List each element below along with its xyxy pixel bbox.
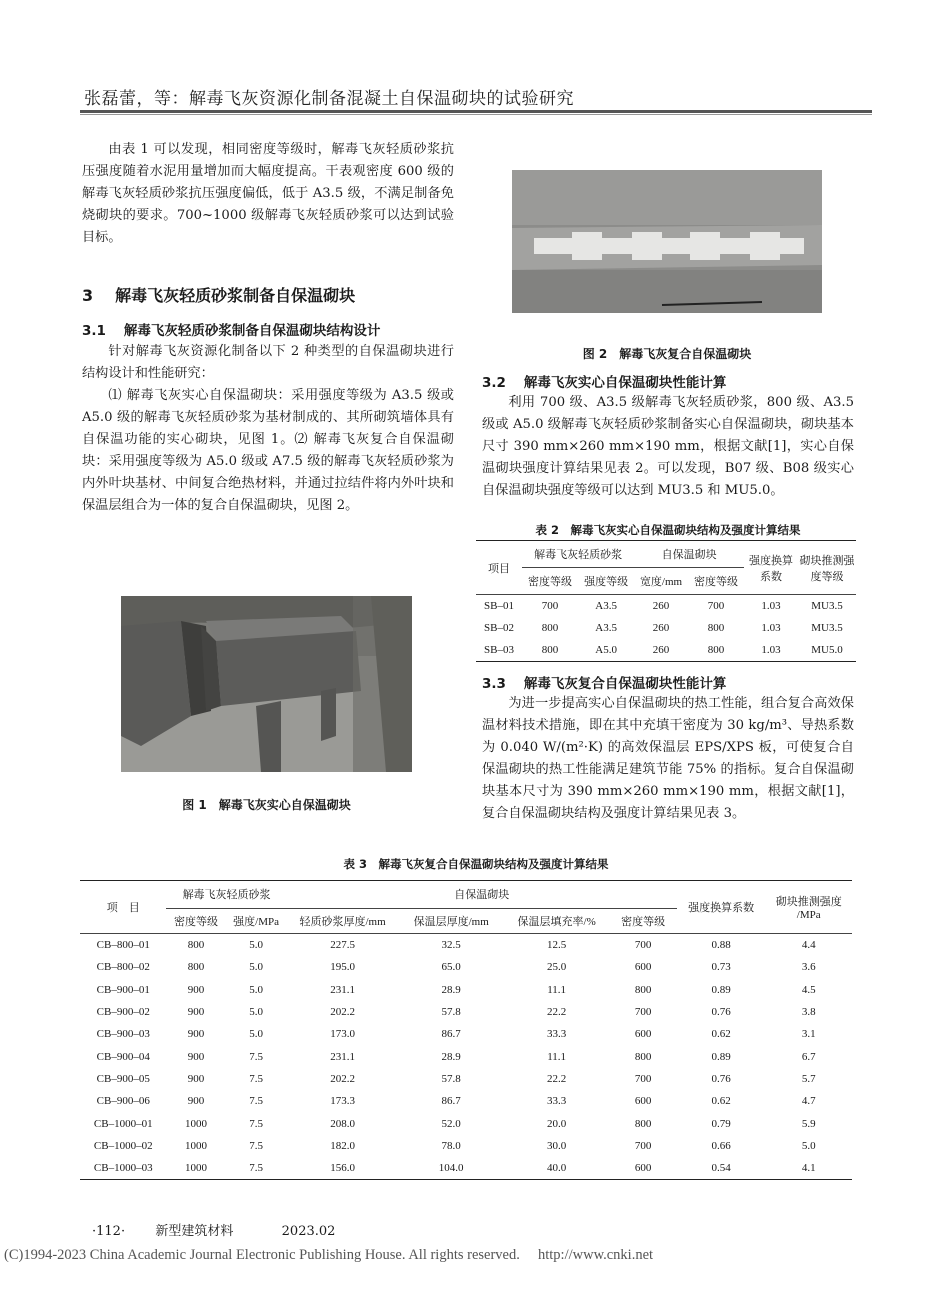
table-3-cell: 700 — [634, 1139, 652, 1152]
table-2-sub-header: 强度等级 — [578, 568, 634, 595]
table-3-row — [80, 1135, 852, 1157]
table-2-cell: 1.03 — [761, 600, 781, 612]
table-3-cell: 33.3 — [547, 1028, 567, 1041]
table-2-cell: SB–03 — [484, 644, 514, 656]
table-2-cell: MU3.5 — [811, 600, 843, 612]
table-3-cell: 57.8 — [441, 1072, 461, 1085]
table-3-cell: 0.62 — [711, 1028, 731, 1041]
table-3-cell: 900 — [187, 1006, 205, 1019]
table-3-row — [80, 979, 852, 1001]
table-3-cell: 156.0 — [330, 1162, 355, 1175]
journal-name: 新型建筑材料 — [155, 1224, 234, 1239]
table-3-row — [80, 1090, 852, 1112]
table-3-cell: 3.6 — [801, 961, 816, 974]
table-3-cell: 5.0 — [801, 1139, 816, 1152]
table-3-cell: 22.2 — [547, 1006, 567, 1019]
table-3-cell: 32.5 — [441, 939, 461, 952]
table-2-header-grade: 砌块推测强度等级 — [798, 541, 856, 595]
table-3-cell: 202.2 — [330, 1072, 355, 1085]
table-3-cell: 1000 — [184, 1162, 207, 1175]
table-3-cell: 600 — [634, 1028, 652, 1041]
table-3-cell: 900 — [187, 1072, 205, 1085]
table-3-cell: 30.0 — [547, 1139, 567, 1152]
table-3-cell: 7.5 — [249, 1139, 263, 1152]
table-2-header-mortar: 解毒飞灰轻质砂浆 — [522, 541, 634, 568]
table-3-cell: CB–900–02 — [96, 1006, 150, 1019]
table-3-cell: 700 — [634, 1072, 652, 1085]
table-3-cell: 195.0 — [330, 961, 355, 974]
table-2-cell: A3.5 — [595, 600, 617, 612]
table-3-header-strength: 砌块推测强度 /MPa — [765, 881, 852, 934]
section-3-3-number: 3.3 — [482, 676, 506, 692]
table-3-cell: 0.66 — [711, 1139, 731, 1152]
table-3-cell: 600 — [634, 1095, 652, 1108]
table-3-cell: 0.54 — [711, 1162, 731, 1175]
table-3-row — [80, 1001, 852, 1023]
table-3-cell: 800 — [187, 939, 205, 952]
table-3-cell: 0.76 — [711, 1072, 731, 1085]
table-3-cell: 0.62 — [711, 1095, 731, 1108]
table-3-cell: 800 — [634, 1050, 652, 1063]
table-3-sub-header: 密度等级 — [609, 908, 676, 933]
table-2-cell: 800 — [541, 644, 559, 656]
table-3-caption: 表 3 解毒飞灰复合自保温砌块结构及强度计算结果 — [343, 857, 609, 871]
paragraph-1: 由表 1 可以发现，相同密度等级时，解毒飞灰轻质砂浆抗压强度随着水泥用量增加而大幅度提高。干表观密度 600 级的解毒飞灰轻质砂浆抗压强度偏低，低于 A3.5 级，不满足制备免烧砌块的要求。700~1000 级解毒飞灰轻质砂浆可以达到试验目标。 — [82, 142, 454, 245]
table-3-cell: 86.7 — [441, 1095, 461, 1108]
figure-1-caption: 图 1 解毒飞灰实心自保温砌块 — [182, 798, 351, 812]
section-3-title: 解毒飞灰轻质砂浆制备自保温砌块 — [115, 286, 356, 305]
table-3-cell: 800 — [634, 983, 652, 996]
page-footer — [92, 1220, 335, 1239]
table-3-cell: 4.4 — [801, 939, 816, 952]
paragraph-2: 针对解毒飞灰资源化制备以下 2 种类型的自保温砌块进行结构设计和性能研究： — [82, 344, 454, 381]
header-rule-thin — [80, 114, 872, 115]
table-3-row — [80, 1023, 852, 1045]
table-3-row — [80, 956, 852, 978]
table-2-row — [476, 639, 856, 662]
table-3-cell: 7.5 — [249, 1095, 263, 1108]
table-3-row — [80, 934, 852, 957]
section-3-1-heading — [82, 319, 380, 339]
table-2-cell: SB–02 — [484, 622, 514, 634]
right-body-2 — [482, 693, 854, 825]
solid-block-illustration — [121, 596, 412, 772]
table-3-cell: 0.73 — [711, 961, 731, 974]
table-3-cell: 208.0 — [330, 1117, 355, 1130]
table-3-cell: CB–1000–03 — [93, 1162, 153, 1175]
journal-issue: 2023.02 — [281, 1224, 336, 1239]
table-2-sub-header: 密度等级 — [522, 568, 578, 595]
table-2-cell: 1.03 — [761, 622, 781, 634]
section-3-3-heading — [482, 672, 726, 692]
section-3-2-heading — [482, 371, 726, 391]
table-3-cell: 173.3 — [330, 1095, 355, 1108]
table-3-cell: CB–1000–01 — [93, 1117, 153, 1130]
table-3-cell: 0.76 — [711, 1006, 731, 1019]
section-3-1-title: 解毒飞灰轻质砂浆制备自保温砌块结构设计 — [123, 323, 381, 339]
table-3 — [80, 880, 852, 1180]
table-3-cell: 173.0 — [330, 1028, 355, 1041]
header-rule — [80, 110, 872, 113]
table-3-row — [80, 1112, 852, 1134]
section-3-3-title: 解毒飞灰复合自保温砌块性能计算 — [523, 676, 727, 692]
table-3-cell: CB–1000–02 — [93, 1139, 153, 1152]
table-2-cell: 260 — [652, 644, 670, 656]
table-2-sub-header: 密度等级 — [688, 568, 744, 595]
table-3-cell: 20.0 — [547, 1117, 567, 1130]
table-2-row — [476, 617, 856, 639]
table-3-row — [80, 1045, 852, 1067]
table-2-cell: 1.03 — [761, 644, 781, 656]
table-3-cell: 0.89 — [711, 1050, 731, 1063]
table-3-row — [80, 1068, 852, 1090]
table-3-cell: 800 — [187, 961, 205, 974]
figure-2-photo — [512, 170, 822, 313]
section-3-2-title: 解毒飞灰实心自保温砌块性能计算 — [523, 375, 727, 391]
table-2 — [476, 540, 856, 662]
table-3-cell: 5.0 — [249, 1028, 263, 1041]
table-3-cell: 4.5 — [801, 983, 816, 996]
table-3-cell: 1000 — [184, 1117, 207, 1130]
table-3-cell: 700 — [634, 1006, 652, 1019]
table-3-cell: 5.0 — [249, 1006, 263, 1019]
table-3-cell: 800 — [634, 1117, 652, 1130]
table-3-cell: 227.5 — [330, 939, 355, 952]
figure-1-photo — [121, 596, 412, 772]
table-3-cell: 3.8 — [801, 1006, 816, 1019]
table-3-cell: CB–900–05 — [96, 1072, 150, 1085]
table-3-cell: CB–900–01 — [96, 983, 150, 996]
table-3-cell: 52.0 — [441, 1117, 461, 1130]
table-3-cell: 7.5 — [249, 1072, 263, 1085]
table-3-sub-header: 密度等级 — [166, 908, 225, 933]
table-3-cell: 900 — [187, 1028, 205, 1041]
table-3-cell: 600 — [634, 961, 652, 974]
table-2-cell: 700 — [541, 600, 559, 612]
table-3-cell: 11.1 — [547, 983, 567, 996]
table-3-cell: 33.3 — [547, 1095, 567, 1108]
table-3-cell: 25.0 — [547, 961, 567, 974]
table-3-cell: CB–800–01 — [96, 939, 150, 952]
table-3-header-item: 项 目 — [80, 881, 166, 934]
table-3-sub-header: 保温层填充率/% — [504, 908, 609, 933]
table-2-cell: SB–01 — [484, 600, 514, 612]
left-body — [82, 341, 454, 517]
table-3-cell: 231.1 — [330, 983, 355, 996]
table-3-cell: 22.2 — [547, 1072, 567, 1085]
table-2-header-factor: 强度换算系数 — [744, 541, 798, 595]
table-3-cell: 11.1 — [547, 1050, 567, 1063]
table-3-cell: 4.7 — [801, 1095, 816, 1108]
table-3-cell: 231.1 — [330, 1050, 355, 1063]
table-3-cell: 3.1 — [801, 1028, 816, 1041]
section-3-1-number: 3.1 — [82, 323, 106, 339]
table-3-cell: 5.9 — [801, 1117, 816, 1130]
table-3-cell: 7.5 — [249, 1117, 263, 1130]
table-3-cell: 0.79 — [711, 1117, 731, 1130]
table-3-cell: 5.0 — [249, 939, 263, 952]
table-2-cell: A3.5 — [595, 622, 617, 634]
running-header: 张磊蕾，等：解毒飞灰资源化制备混凝土自保温砌块的试验研究 — [84, 89, 574, 109]
table-3-cell: 202.2 — [330, 1006, 355, 1019]
table-3-cell: 5.0 — [249, 983, 263, 996]
section-3-heading — [82, 283, 355, 306]
table-3-cell: 1000 — [184, 1139, 207, 1152]
table-2-cell: 800 — [541, 622, 559, 634]
table-3-cell: 182.0 — [330, 1139, 355, 1152]
table-3-cell: 28.9 — [441, 1050, 461, 1063]
table-2-header-item: 项目 — [476, 541, 522, 595]
table-3-cell: 40.0 — [547, 1162, 567, 1175]
table-3-sub-header: 保温层厚度/mm — [398, 908, 503, 933]
table-3-cell: 57.8 — [441, 1006, 461, 1019]
left-column — [82, 139, 454, 249]
table-3-cell: CB–900–06 — [96, 1095, 150, 1108]
figure-2-caption: 图 2 解毒飞灰复合自保温砌块 — [582, 347, 752, 361]
table-3-cell: 900 — [187, 1050, 205, 1063]
table-3-cell: 5.7 — [801, 1072, 816, 1085]
table-3-header-mortar: 解毒飞灰轻质砂浆 — [166, 881, 286, 909]
table-3-header-factor: 强度换算系数 — [677, 881, 766, 934]
table-3-cell: 600 — [634, 1162, 652, 1175]
table-3-cell: 0.88 — [711, 939, 731, 952]
paragraph-3: ⑴ 解毒飞灰实心自保温砌块：采用强度等级为 A3.5 级或 A5.0 级的解毒飞灰轻质砂浆为基材制成的、其所砌筑墙体具有自保温功能的实心砌块，见图 1。⑵ 解毒飞灰复合自保温砌块：采用强度等级为 A5.0 级或 A7.5 级的解毒飞灰轻质砂浆为内外叶块基材、中间复合绝热材料，并通过拉结件将内外叶块和保温层组合为一体的复合自保温砌块，见图 2。 — [82, 388, 454, 513]
composite-block-illustration — [512, 170, 822, 313]
table-2-cell: 800 — [707, 622, 725, 634]
paragraph-5: 为进一步提高实心自保温砌块的热工性能，组合复合高效保温材料技术措施，即在其中充填干密度为 30 kg/m³、导热系数为 0.040 W/(m²·K) 的高效保温层 EPS/XPS 板，可使复合自保温砌块的热工性能满足建筑节能 75% 的指标。复合自保温砌块基本尺寸为 390 mm×260 mm×190 mm，根据文献[1]，复合自保温砌块结构及强度计算结果见表 3。 — [482, 696, 854, 821]
table-3-cell: 0.89 — [711, 983, 731, 996]
table-3-cell: 4.1 — [801, 1162, 816, 1175]
table-3-header-block: 自保温砌块 — [287, 881, 677, 909]
table-3-cell: 104.0 — [438, 1162, 464, 1175]
table-3-cell: 86.7 — [441, 1028, 461, 1041]
table-2-caption: 表 2 解毒飞灰实心自保温砌块结构及强度计算结果 — [535, 523, 801, 537]
table-3-row — [80, 1157, 852, 1180]
table-3-cell: CB–900–04 — [96, 1050, 150, 1063]
table-3-cell: 900 — [187, 983, 205, 996]
table-2-cell: MU5.0 — [811, 644, 843, 656]
table-3-cell: 6.7 — [801, 1050, 816, 1063]
table-3-cell: 78.0 — [441, 1139, 461, 1152]
section-3-2-number: 3.2 — [482, 375, 506, 391]
page-number: ·112· — [92, 1224, 126, 1239]
table-3-cell: 7.5 — [249, 1050, 263, 1063]
table-3-sub-header: 轻质砂浆厚度/mm — [287, 908, 399, 933]
table-3-cell: 7.5 — [249, 1162, 263, 1175]
paragraph-4: 利用 700 级、A3.5 级解毒飞灰轻质砂浆，800 级、A3.5 级或 A5.0 级解毒飞灰轻质砂浆制备实心自保温砌块，砌块基本尺寸 390 mm×260 mm×190 mm，根据文献[1]，实心自保温砌块强度计算结果见表 2。可以发现，B07 级、B08 级实心自保温砌块强度等级可以达到 MU3.5 和 MU5.0。 — [482, 395, 854, 498]
table-2-sub-header: 宽度/mm — [634, 568, 688, 595]
section-3-number: 3 — [82, 286, 94, 305]
table-3-cell: 12.5 — [547, 939, 567, 952]
table-3-cell: 28.9 — [441, 983, 461, 996]
right-body-1 — [482, 392, 854, 502]
table-2-row — [476, 595, 856, 618]
table-3-cell: 900 — [187, 1095, 205, 1108]
copyright-line: (C)1994-2023 China Academic Journal Electronic Publishing House. All rights reserved. http://www.cnki.net — [4, 1247, 654, 1263]
table-2-cell: 800 — [707, 644, 725, 656]
table-3-sub-header: 强度/MPa — [226, 908, 287, 933]
table-2-cell: MU3.5 — [811, 622, 843, 634]
table-2-cell: 260 — [652, 622, 670, 634]
table-2-cell: 700 — [707, 600, 725, 612]
table-3-cell: CB–900–03 — [96, 1028, 150, 1041]
table-2-header-block: 自保温砌块 — [634, 541, 744, 568]
table-3-cell: 5.0 — [249, 961, 263, 974]
table-2-cell: 260 — [652, 600, 670, 612]
table-3-cell: 65.0 — [441, 961, 461, 974]
table-2-cell: A5.0 — [595, 644, 617, 656]
table-3-cell: CB–800–02 — [96, 961, 150, 974]
table-3-cell: 700 — [634, 939, 652, 952]
